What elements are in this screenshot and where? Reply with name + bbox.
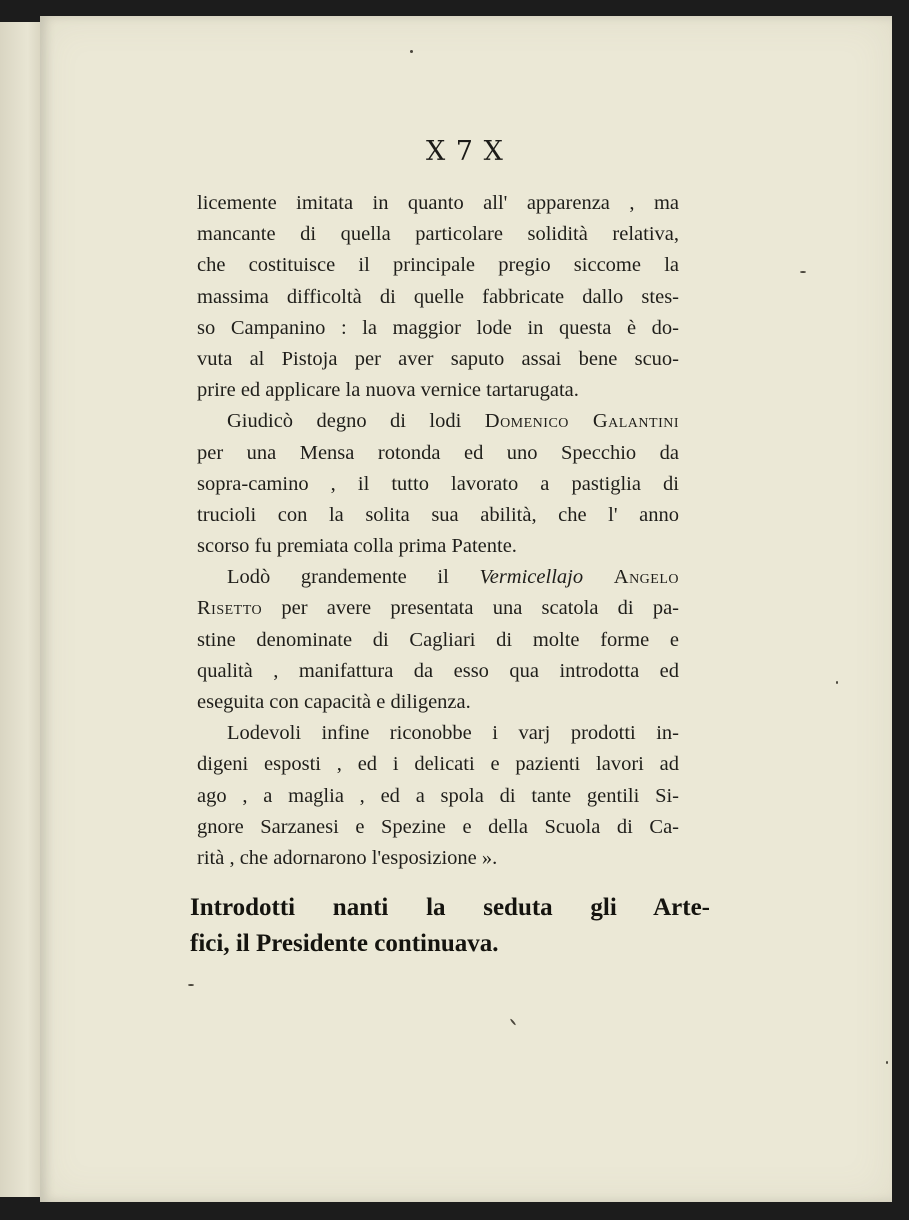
text-run: Lodò grandemente il	[227, 566, 449, 589]
text-line: qualità , manifattura da esso qua introdotta ed	[197, 659, 679, 682]
italic-term: Vermicellajo	[479, 566, 584, 589]
text-line: so Campanino : la maggior lode in questa è do-	[197, 316, 679, 339]
text-line: mancante di quella particolare solidità relativa,	[197, 223, 679, 246]
paper-speck	[188, 984, 194, 986]
text-line: rità , che adornarono l'esposizione ».	[197, 846, 498, 869]
text-line: digeni esposti , ed i delicati e pazienti lavori ad	[197, 753, 679, 776]
page-number: X 7 X	[426, 136, 504, 167]
text-line: stine denominate di Cagliari di molte forme e	[197, 628, 679, 651]
paper-speck	[886, 1061, 888, 1064]
text-line	[197, 562, 679, 593]
text-line: massima difficoltà di quelle fabbricate dallo stes-	[197, 285, 679, 308]
text-line: eseguita con capacità e diligenza.	[197, 691, 471, 713]
paper-speck	[510, 1018, 517, 1025]
paper-speck	[410, 50, 413, 53]
body-text	[197, 188, 679, 874]
paper-speck	[800, 271, 806, 273]
text-run: per avere presentata una scatola di pa-	[281, 597, 680, 620]
text-line: ago , a maglia , ed a spola di tante gentili Si-	[197, 784, 679, 807]
text-line: sopra-camino , il tutto lavorato a pastiglia di	[197, 472, 679, 495]
text-line: licemente imitata in quanto all' apparenza , ma	[197, 192, 679, 214]
heading-line: Introdotti nanti la seduta gli Arte-	[190, 894, 710, 921]
person-name: Domenico Galantini	[484, 410, 680, 433]
person-name: Angelo	[613, 566, 680, 589]
text-line: scorso fu premiata colla prima Patente.	[197, 535, 517, 558]
text-line: trucioli con la solita sua abilità, che l' anno	[197, 503, 679, 526]
book-page	[40, 16, 892, 1202]
section-heading	[190, 890, 710, 962]
text-run: Giudicò degno di lodi	[227, 410, 462, 433]
heading-line: fici, il Presidente continuava.	[190, 930, 499, 957]
text-line	[197, 593, 679, 624]
text-line: prire ed applicare la nuova vernice tartarugata.	[197, 379, 579, 402]
text-line	[197, 406, 679, 437]
text-line: che costituisce il principale pregio siccome la	[197, 254, 679, 277]
text-line: per una Mensa rotonda ed uno Specchio da	[197, 441, 679, 464]
text-line: vuta al Pistoja per aver saputo assai bene scuo-	[197, 347, 679, 370]
text-line: Lodevoli infine riconobbe i varj prodotti in-	[227, 722, 679, 745]
person-name: Risetto	[197, 597, 263, 620]
paper-speck	[836, 681, 838, 684]
text-line: gnore Sarzanesi e Spezine e della Scuola di Ca-	[197, 815, 679, 838]
